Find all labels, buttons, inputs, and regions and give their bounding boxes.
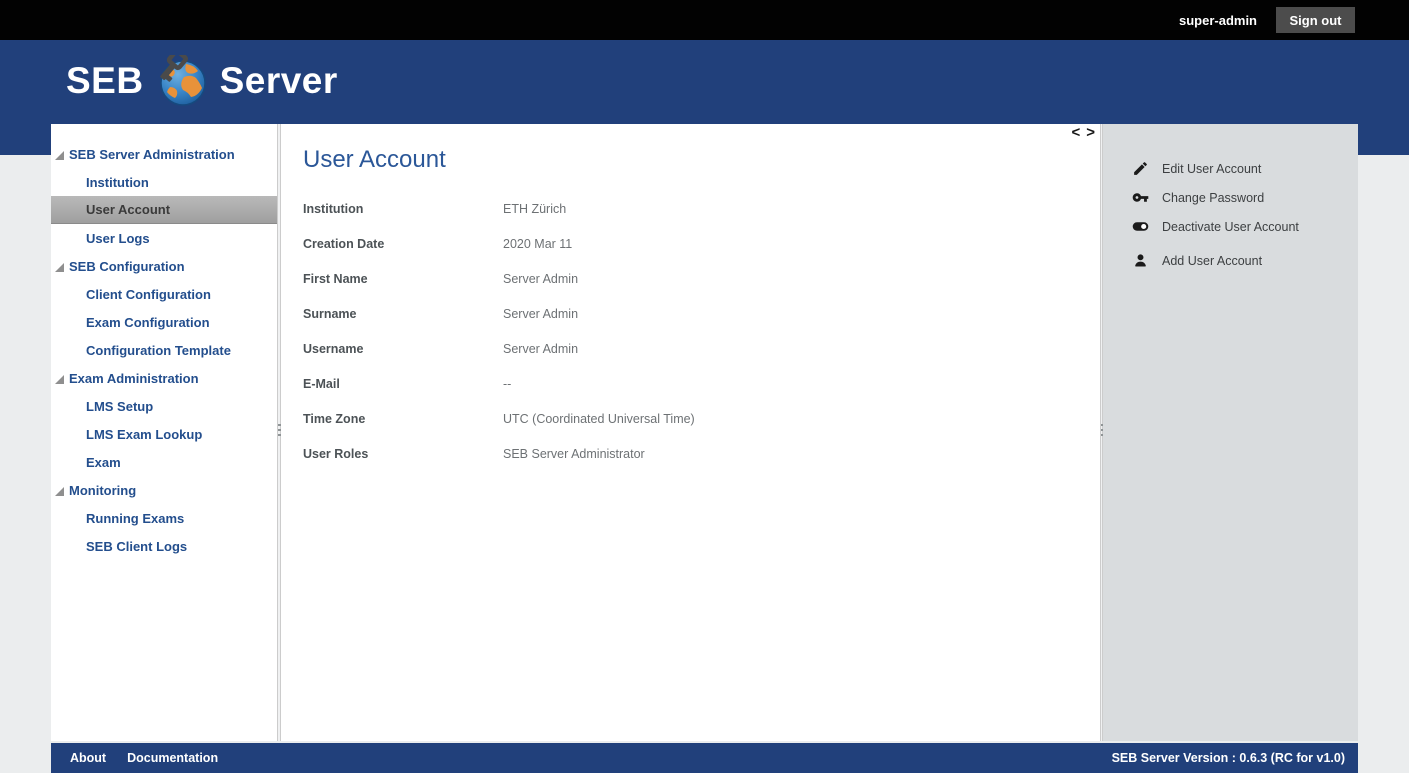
sidebar-item-label: Exam Configuration — [86, 314, 210, 330]
field-row-first-name — [303, 272, 1078, 307]
sidebar-item-running-exams[interactable] — [51, 504, 277, 532]
add-user-account-button[interactable] — [1103, 246, 1358, 275]
sign-out-button[interactable]: Sign out — [1276, 7, 1355, 33]
page-title: User Account — [303, 146, 446, 173]
field-value: Server Admin — [503, 307, 579, 321]
field-label: User Roles — [303, 447, 369, 461]
field-label: Surname — [303, 307, 357, 321]
field-value: SEB Server Administrator — [503, 447, 645, 461]
footer — [51, 743, 1358, 773]
toggle-on-icon — [1132, 218, 1149, 235]
logged-in-user-label: super-admin — [1178, 12, 1257, 28]
main-panel — [281, 124, 1100, 741]
field-value: -- — [503, 377, 512, 391]
deactivate-user-account-button[interactable] — [1103, 212, 1358, 241]
action-label: Deactivate User Account — [1162, 219, 1299, 234]
action-label: Change Password — [1162, 190, 1265, 205]
sidebar-item-label: SEB Server Administration — [69, 146, 235, 162]
field-row-user-roles — [303, 447, 1078, 482]
field-label: Username — [303, 342, 364, 356]
field-row-creation-date — [303, 237, 1078, 272]
sidebar-item-exam-configuration[interactable] — [51, 308, 277, 336]
expand-triangle-icon[interactable] — [55, 151, 64, 160]
sidebar-nav — [51, 124, 277, 741]
sidebar-item-user-logs[interactable] — [51, 224, 277, 252]
field-row-username — [303, 342, 1078, 377]
sidebar-item-exam[interactable] — [51, 448, 277, 476]
footer-link-about[interactable]: About — [70, 751, 107, 765]
logo-text-server: Server — [219, 60, 338, 101]
change-password-button[interactable] — [1103, 183, 1358, 212]
version-label: SEB Server Version : 0.6.3 (RC for v1.0) — [1111, 751, 1345, 765]
field-row-institution — [303, 202, 1078, 237]
app-logo — [66, 55, 338, 107]
field-value: ETH Zürich — [503, 202, 567, 216]
field-row-time-zone — [303, 412, 1078, 447]
globe-key-icon — [156, 55, 208, 107]
expand-triangle-icon[interactable] — [55, 487, 64, 496]
sidebar-item-lms-exam-lookup[interactable] — [51, 420, 277, 448]
sidebar-item-user-account[interactable] — [51, 196, 277, 224]
logo-text-seb: SEB — [66, 60, 144, 101]
sidebar-item-monitoring[interactable] — [51, 476, 277, 504]
sidebar-item-label: Configuration Template — [86, 342, 231, 358]
sidebar-item-label: Running Exams — [86, 510, 185, 526]
edit-user-account-button[interactable] — [1103, 154, 1358, 183]
sidebar-item-institution[interactable] — [51, 168, 277, 196]
sidebar-item-configuration-template[interactable] — [51, 336, 277, 364]
action-label: Edit User Account — [1162, 161, 1262, 176]
expand-triangle-icon[interactable] — [55, 263, 64, 272]
field-label: Institution — [303, 202, 364, 216]
sidebar-item-label: SEB Client Logs — [86, 538, 188, 554]
sidebar-item-seb-client-logs[interactable] — [51, 532, 277, 560]
topbar — [0, 0, 1409, 40]
key-icon — [1132, 189, 1149, 206]
footer-link-documentation[interactable]: Documentation — [127, 751, 219, 765]
chevron-left-icon[interactable]: < — [1071, 124, 1081, 141]
sidebar-item-exam-administration[interactable] — [51, 364, 277, 392]
sidebar-item-label: SEB Configuration — [69, 258, 185, 274]
chevron-right-icon[interactable]: > — [1086, 124, 1095, 141]
sidebar-item-label: User Account — [86, 202, 171, 217]
sidebar-item-label: Exam Administration — [69, 370, 199, 386]
sidebar-item-seb-configuration[interactable] — [51, 252, 277, 280]
expand-triangle-icon[interactable] — [55, 375, 64, 384]
sidebar-item-label: Exam — [86, 454, 121, 470]
field-label: First Name — [303, 272, 368, 286]
field-value: Server Admin — [503, 272, 579, 286]
field-label: Time Zone — [303, 412, 366, 426]
sidebar-item-label: Monitoring — [69, 482, 137, 498]
footer-links — [70, 751, 218, 765]
field-row-e-mail — [303, 377, 1078, 412]
action-panel — [1103, 124, 1358, 741]
person-add-icon — [1132, 252, 1149, 269]
action-label: Add User Account — [1162, 253, 1263, 268]
sidebar-item-lms-setup[interactable] — [51, 392, 277, 420]
sidebar-item-label: Institution — [86, 174, 149, 190]
sidebar-item-label: LMS Setup — [86, 398, 154, 414]
field-value: 2020 Mar 11 — [503, 237, 573, 251]
field-row-surname — [303, 307, 1078, 342]
edit-icon — [1132, 160, 1149, 177]
sidebar-item-client-configuration[interactable] — [51, 280, 277, 308]
field-label: Creation Date — [303, 237, 385, 251]
sidebar-item-label: Client Configuration — [86, 286, 211, 302]
field-label: E-Mail — [303, 377, 340, 391]
user-account-form — [303, 202, 1078, 482]
panel-collapse-controls — [1071, 125, 1095, 140]
sidebar-item-seb-server-administration[interactable] — [51, 140, 277, 168]
sidebar-item-label: User Logs — [86, 230, 150, 246]
field-value: UTC (Coordinated Universal Time) — [503, 412, 695, 426]
field-value: Server Admin — [503, 342, 579, 356]
sidebar-item-label: LMS Exam Lookup — [86, 426, 203, 442]
